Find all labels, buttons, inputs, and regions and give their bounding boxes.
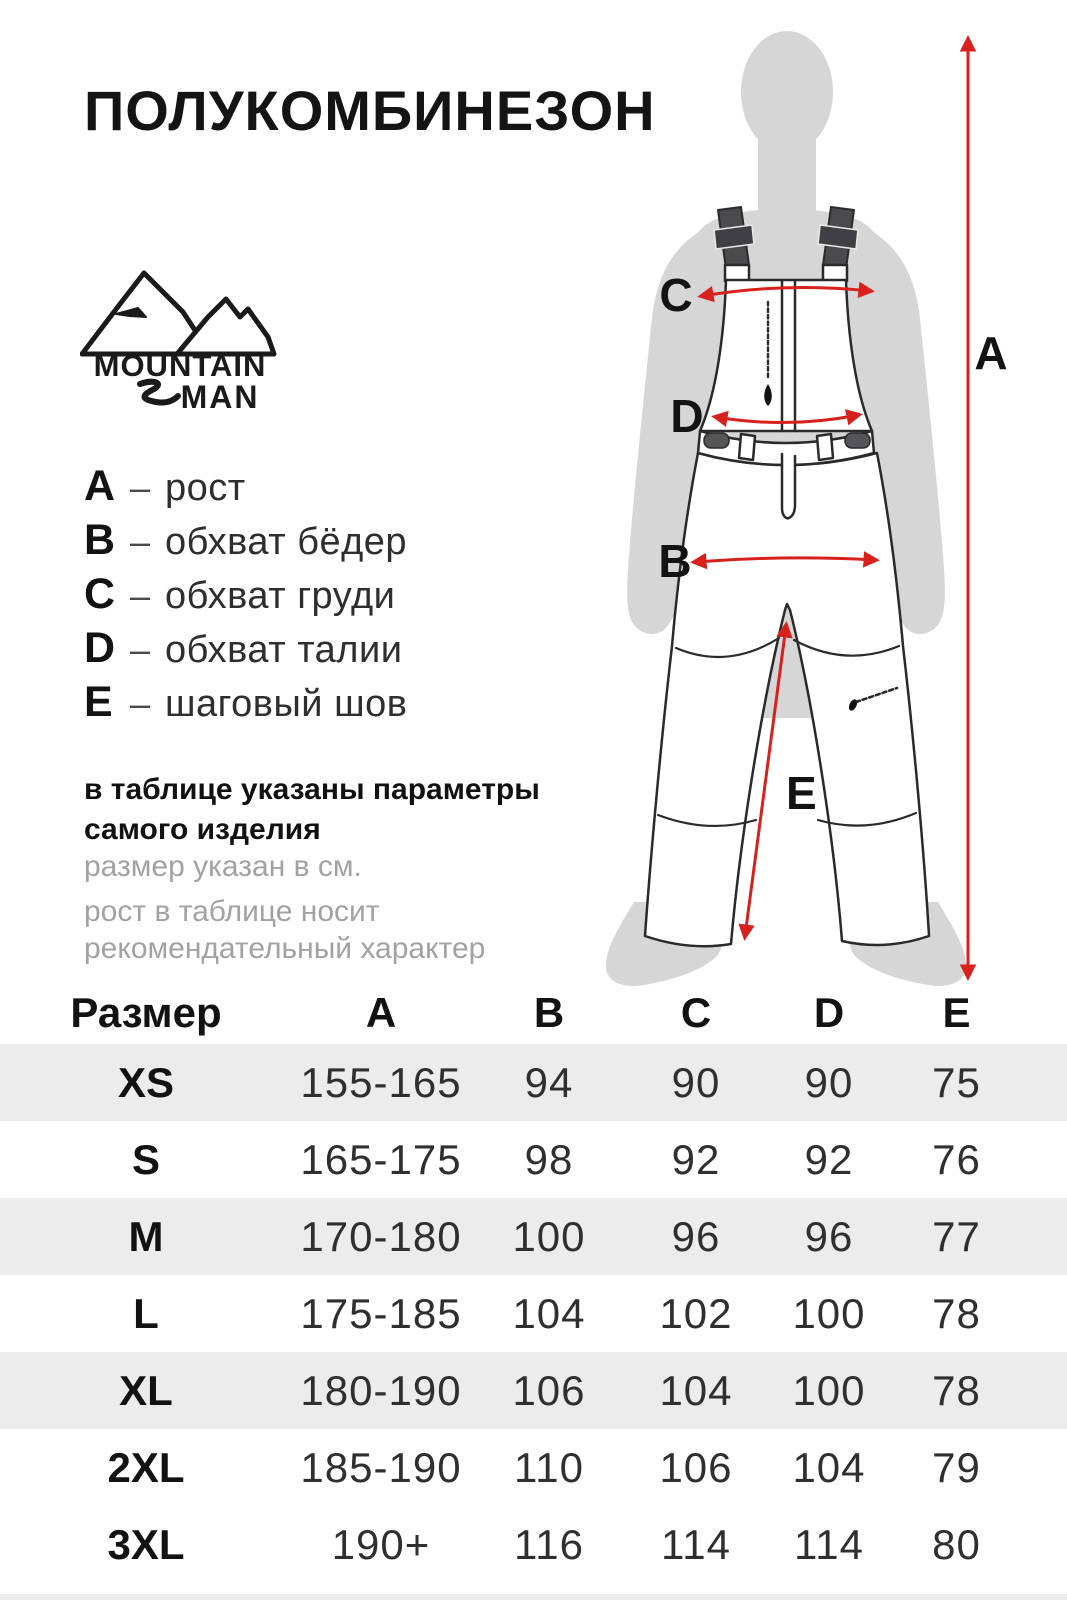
size-label: L	[133, 1289, 159, 1337]
value-c: 90	[671, 1058, 721, 1106]
label-a: A	[974, 327, 1008, 379]
legend-text: шаговый шов	[165, 683, 408, 725]
value-a: 175-185	[300, 1289, 462, 1337]
table-row-l	[0, 1275, 1067, 1352]
page-title: ПОЛУКОМБИНЕЗОН	[84, 79, 656, 142]
legend-letter: D	[84, 624, 116, 672]
table-row-3xl	[0, 1506, 1067, 1583]
value-b: 106	[512, 1366, 586, 1414]
table-row-xs	[0, 1044, 1067, 1121]
value-b: 104	[512, 1289, 586, 1337]
header-a: A	[365, 989, 397, 1036]
value-a: 155-165	[300, 1058, 462, 1106]
value-c: 96	[671, 1212, 721, 1260]
legend-text: обхват груди	[165, 575, 396, 617]
river-squiggle-icon	[140, 382, 178, 403]
value-d: 96	[804, 1212, 854, 1260]
value-c: 104	[659, 1366, 733, 1414]
value-e: 78	[932, 1289, 981, 1337]
table-header-row	[0, 982, 1067, 1044]
label-c: C	[659, 269, 693, 321]
waist-side-tab-left	[704, 433, 729, 448]
legend-item-a	[84, 462, 407, 516]
value-e: 80	[932, 1520, 981, 1568]
value-e: 79	[932, 1443, 981, 1491]
bib-pants-diagram	[588, 18, 1020, 993]
header-c: C	[680, 989, 712, 1036]
value-a: 190+	[331, 1520, 431, 1568]
value-b: 110	[514, 1443, 584, 1491]
value-c: 92	[671, 1135, 721, 1183]
value-e: 76	[932, 1135, 981, 1183]
table-row-m	[0, 1198, 1067, 1275]
legend-item-b	[84, 516, 407, 570]
mountain-icon	[82, 273, 274, 354]
header-d: D	[813, 989, 845, 1036]
value-d: 100	[792, 1289, 866, 1337]
legend-letter: E	[84, 678, 113, 726]
value-b: 98	[524, 1135, 574, 1183]
legend-item-e	[84, 678, 407, 732]
legend-text: рост	[165, 467, 246, 509]
note-height-recommendation: рост в таблице носит рекомендательный характер	[84, 895, 486, 965]
legend-letter: C	[84, 570, 116, 618]
value-b: 94	[524, 1058, 574, 1106]
bottom-divider	[0, 1594, 1067, 1600]
size-label: M	[128, 1212, 164, 1260]
value-d: 100	[792, 1366, 866, 1414]
legend-letter: A	[84, 462, 116, 510]
size-label: 2XL	[107, 1443, 185, 1491]
legend-item-d	[84, 624, 407, 678]
value-d: 104	[792, 1443, 866, 1491]
value-e: 77	[932, 1212, 981, 1260]
value-d: 92	[804, 1135, 854, 1183]
value-a: 165-175	[300, 1135, 462, 1183]
header-e: E	[942, 989, 971, 1036]
size-table	[0, 982, 1067, 1583]
legend-dash: –	[130, 521, 151, 562]
label-e: E	[786, 767, 817, 819]
legend-dash: –	[130, 683, 151, 724]
value-b: 116	[514, 1520, 584, 1568]
measurement-legend	[84, 462, 407, 732]
header-b: B	[533, 989, 565, 1036]
legend-item-c	[84, 570, 407, 624]
size-label: XL	[119, 1366, 173, 1414]
value-c: 102	[659, 1289, 733, 1337]
header-size: Размер	[70, 989, 222, 1036]
label-b: B	[658, 535, 692, 587]
size-label: S	[131, 1135, 160, 1183]
value-c: 114	[661, 1520, 731, 1568]
legend-text: обхват бёдер	[165, 521, 408, 563]
value-a: 180-190	[300, 1366, 462, 1414]
size-label: 3XL	[107, 1520, 185, 1568]
logo-line2: MAN	[180, 379, 260, 413]
legend-text: обхват талии	[165, 629, 403, 671]
label-d: D	[670, 390, 704, 442]
value-b: 100	[512, 1212, 586, 1260]
value-a: 185-190	[300, 1443, 462, 1491]
value-e: 78	[932, 1366, 981, 1414]
table-row-s	[0, 1121, 1067, 1198]
size-label: XS	[117, 1058, 175, 1106]
note-units: размер указан в см.	[84, 850, 362, 883]
brand-logo	[80, 258, 280, 413]
value-a: 170-180	[300, 1212, 462, 1260]
value-e: 75	[932, 1058, 981, 1106]
table-row-2xl	[0, 1429, 1067, 1506]
value-d: 90	[804, 1058, 854, 1106]
table-row-xl	[0, 1352, 1067, 1429]
value-d: 114	[794, 1520, 864, 1568]
note-product-params: в таблице указаны параметры самого изделия	[84, 773, 540, 846]
logo-line1: MOUNTAIN	[93, 348, 267, 383]
legend-dash: –	[130, 575, 151, 616]
legend-dash: –	[130, 629, 151, 670]
legend-letter: B	[84, 516, 116, 564]
value-c: 106	[659, 1443, 733, 1491]
waist-side-tab-right	[845, 433, 870, 448]
legend-dash: –	[130, 467, 151, 508]
